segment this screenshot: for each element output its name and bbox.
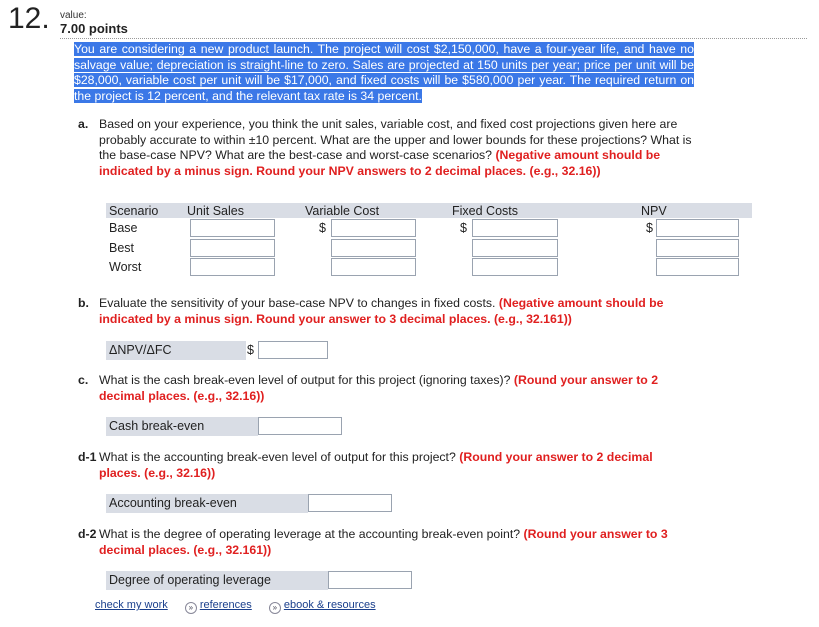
sensitivity-label: ΔNPV/ΔFC — [109, 343, 172, 357]
part-a-text: Based on your experience, you think the unit sales, variable cost, and fixed cost projections given here are probably accurate to within ±10 percent. What are the upper and lower bounds for these projections? What is the base-case NPV? What are the best-case and worst-case scenarios? — [99, 117, 692, 162]
best-variable-cost-input[interactable] — [331, 239, 416, 257]
problem-statement — [74, 42, 694, 104]
col-variable-cost: Variable Cost — [305, 204, 380, 218]
expand-icon: » — [269, 602, 281, 614]
base-unit-sales-input[interactable] — [190, 219, 275, 237]
question-number: 12. — [8, 2, 50, 35]
references-link[interactable]: references — [199, 599, 252, 611]
table-header — [106, 203, 752, 218]
base-fixed-costs-input[interactable] — [472, 219, 558, 237]
col-fixed-costs: Fixed Costs — [452, 204, 518, 218]
cash-breakeven-input[interactable] — [258, 417, 342, 435]
best-npv-input[interactable] — [656, 239, 739, 257]
table-row — [106, 218, 752, 238]
part-a-question — [78, 117, 696, 179]
ebook-resources-link[interactable]: ebook & resources — [283, 599, 376, 611]
currency-symbol: $ — [319, 221, 326, 235]
part-d1-label: d-1 — [78, 450, 97, 464]
problem-statement-text: You are considering a new product launch. The project will cost $2,150,000, have a four-year life, and have no salvage value; depreciation is straight-line to zero. Sales are projected at 150 units per year; price per unit will be $28,000, variable cost per unit will be $17,000, and fixed costs will be $580,000 per year. The required return on the project is 12 percent, and the relevant tax rate is 34 percent. — [74, 42, 694, 103]
part-d2-label: d-2 — [78, 527, 97, 541]
row-label-best: Best — [109, 240, 135, 255]
cash-breakeven-row — [106, 417, 258, 436]
part-a-label: a. — [78, 117, 89, 131]
currency-symbol: $ — [460, 221, 467, 235]
col-unit-sales: Unit Sales — [187, 204, 244, 218]
accounting-breakeven-input[interactable] — [308, 494, 392, 512]
worst-variable-cost-input[interactable] — [331, 258, 416, 276]
check-my-work-link[interactable]: check my work — [95, 599, 168, 611]
base-npv-input[interactable] — [656, 219, 739, 237]
operating-leverage-row — [106, 571, 328, 590]
part-c-text: What is the cash break-even level of output for this project (ignoring taxes)? — [99, 373, 511, 387]
scenario-table — [106, 203, 752, 277]
part-d2-instruction: (Round your answer to 3 decimal places. (e.g., 32.161)) — [99, 527, 668, 557]
part-d1-instruction: (Round your answer to 2 decimal places. (e.g., 32.16)) — [99, 450, 653, 480]
col-npv: NPV — [641, 204, 667, 218]
worst-fixed-costs-input[interactable] — [472, 258, 558, 276]
base-variable-cost-input[interactable] — [331, 219, 416, 237]
part-a-instruction: (Negative amount should be indicated by a minus sign. Round your NPV answers to 2 decimal places. (e.g., 32.16)) — [99, 148, 661, 178]
part-c-instruction: (Round your answer to 2 decimal places. (e.g., 32.16)) — [99, 373, 659, 403]
best-fixed-costs-input[interactable] — [472, 239, 558, 257]
ebook-group[interactable] — [269, 599, 376, 611]
cash-breakeven-label: Cash break-even — [109, 419, 205, 433]
part-d1-text: What is the accounting break-even level of output for this project? — [99, 450, 456, 464]
accounting-breakeven-row — [106, 494, 308, 513]
part-b-question — [78, 296, 696, 327]
currency-symbol: $ — [646, 221, 653, 235]
part-c-question — [78, 373, 696, 404]
accounting-breakeven-label: Accounting break-even — [109, 496, 237, 510]
worst-unit-sales-input[interactable] — [190, 258, 275, 276]
part-b-label: b. — [78, 296, 89, 310]
sensitivity-row — [106, 341, 246, 360]
references-group[interactable] — [185, 599, 252, 611]
sensitivity-input[interactable] — [258, 341, 328, 359]
part-d2-text: What is the degree of operating leverage at the accounting break-even point? — [99, 527, 521, 541]
col-scenario: Scenario — [109, 204, 159, 218]
part-c-label: c. — [78, 373, 89, 387]
operating-leverage-input[interactable] — [328, 571, 412, 589]
part-b-text: Evaluate the sensitivity of your base-case NPV to changes in fixed costs. — [99, 296, 496, 310]
part-b-instruction: (Negative amount should be indicated by a minus sign. Round your answer to 3 decimal places. (e.g., 32.161)) — [99, 296, 664, 326]
value-label: value: — [60, 10, 87, 21]
table-row — [106, 257, 752, 277]
best-unit-sales-input[interactable] — [190, 239, 275, 257]
part-d2-question — [78, 527, 696, 558]
part-d1-question — [78, 450, 696, 481]
row-label-worst: Worst — [109, 260, 142, 274]
divider — [60, 38, 807, 39]
footer-links — [95, 599, 376, 614]
expand-icon: » — [185, 602, 197, 614]
worst-npv-input[interactable] — [656, 258, 739, 276]
currency-symbol: $ — [247, 343, 254, 357]
table-row — [106, 238, 752, 258]
points-value: 7.00 points — [60, 21, 128, 36]
operating-leverage-label: Degree of operating leverage — [109, 573, 271, 587]
row-label-base: Base — [109, 221, 138, 235]
